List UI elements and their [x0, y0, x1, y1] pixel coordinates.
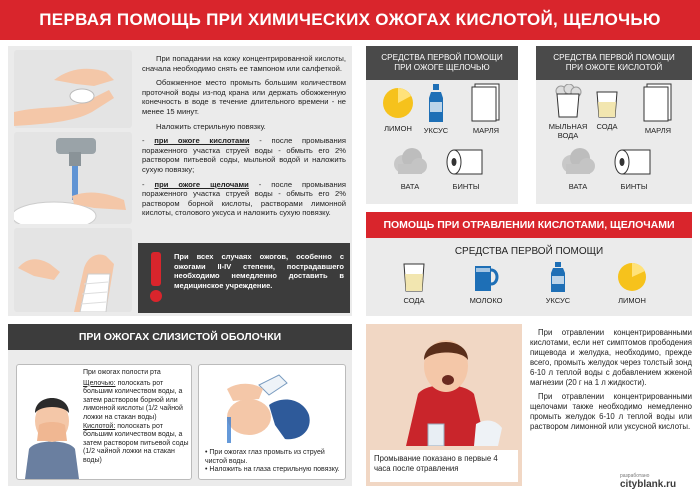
- poison-item-vinegar: [530, 262, 586, 305]
- mouth-acid-label: Кислотой:: [83, 422, 116, 430]
- poison-item-label: УКСУС: [545, 296, 571, 305]
- alkali-kit-header-line2: ПРИ ОЖОГЕ ЩЕЛОЧЬЮ: [394, 63, 490, 72]
- exclamation-icon: [146, 252, 166, 304]
- vinegar-bottle-icon: [550, 262, 566, 292]
- kit-item-label: БИНТЫ: [620, 182, 648, 191]
- poisoning-subheader: СРЕДСТВА ПЕРВОЙ ПОМОЩИ: [454, 246, 604, 257]
- hand-wipe-illustration: [14, 50, 132, 128]
- burns-step-2: Обожженное место промыть большим количеством проточной воды из-под крана или держать обожженную конечность в воде в течение длительного времени - не менее 15 минут.: [142, 78, 346, 116]
- gauze-icon: [471, 82, 501, 122]
- mouth-title: При ожогах полости рта: [83, 369, 161, 376]
- kit-item-label: БИНТЫ: [452, 182, 480, 191]
- brand-logo: [620, 474, 696, 492]
- brand-name: cityblank.ru: [620, 479, 677, 490]
- alkali-kit-header-line1: СРЕДСТВА ПЕРВОЙ ПОМОЩИ: [381, 53, 503, 62]
- alkali-poisoning-text: При отравлении концентрированными щелочами также необходимо немедленно промыть желудок 6-10 л теплой воды или раствором лимонной или уксусной кислоты.: [530, 392, 692, 431]
- poison-item-label: МОЛОКО: [469, 296, 503, 305]
- kit-item-label: ВАТА: [400, 182, 420, 191]
- mouth-acid-text: полоскать рот большим количеством воды, а затем раствором питьевой соды (1/2 чайной ложки на стакан воды): [83, 422, 189, 464]
- alkali-kit-header: [366, 46, 518, 80]
- kit-item-bandages: [438, 146, 494, 191]
- bandage-illustration: [14, 228, 132, 312]
- kit-item-soda: [582, 90, 632, 131]
- vinegar-bottle-icon: [428, 84, 444, 122]
- cotton-icon: [392, 146, 428, 178]
- acid-burn-instruction: - при ожоге кислотами - после промывания пораженного участка струей воды - обмыть его 2% раствором питьевой соды, мыльной водой и наложить сухую повязку;: [142, 136, 347, 174]
- mouth-instructions: [83, 369, 189, 466]
- lemon-icon: [616, 262, 648, 292]
- brand-small: разработано: [620, 473, 650, 479]
- burns-instructions: [142, 54, 346, 223]
- poisoning-header: ПОМОЩЬ ПРИ ОТРАВЛЕНИИ КИСЛОТАМИ, ЩЕЛОЧАМИ: [366, 212, 692, 238]
- soapy-water-icon: [554, 84, 582, 118]
- bandage-roll-icon: [612, 146, 656, 178]
- acid-kit-header-line2: ПРИ ОЖОГЕ КИСЛОТОЙ: [565, 63, 663, 72]
- soda-glass-icon: [402, 262, 426, 292]
- kit-item-bandages: [606, 146, 662, 191]
- eye-wash-illustration: [199, 365, 346, 445]
- mouth-alkali-text: полоскать рот большим количеством воды, а затем раствором борной или лимонной кислоты (1/2 чайной ложки на стакан воды): [83, 379, 183, 421]
- cotton-icon: [560, 146, 596, 178]
- mouth-card: [16, 364, 192, 480]
- alkali-burn-text: - после промывания пораженного участка струей воды - обмыть его 2% раствором борной кислоты, растворами лимонной кислоты, столового уксуса и наложить сухую повязку.: [142, 179, 346, 218]
- kit-item-label: МЫЛЬНАЯ ВОДА: [548, 122, 588, 140]
- alkali-burn-instruction: - при ожоге щелочами - после промывания пораженного участка струей воды - обмыть его 2% раствором борной кислоты, растворами лимонной кислоты, столового уксуса и наложить сухую повязку.: [142, 179, 346, 218]
- lavage-caption: Промывание показано в первые 4 часа после отравления: [370, 450, 518, 482]
- soda-glass-icon: [595, 90, 619, 118]
- kit-item-label: СОДА: [596, 122, 618, 131]
- kit-item-label: УКСУС: [423, 126, 449, 135]
- warning-text: При всех случаях ожогов, особенно с ожогами II-IV степени, пострадавшего необходимо немедленно доставить в медицинское учреждение.: [174, 252, 344, 290]
- kit-item-cotton: [550, 146, 606, 191]
- man-covering-mouth-illustration: [21, 383, 83, 479]
- mucous-header: ПРИ ОЖОГАХ СЛИЗИСТОЙ ОБОЛОЧКИ: [8, 324, 352, 350]
- mouth-alkali-label: Щелочью:: [83, 379, 116, 387]
- poison-item-milk: [458, 262, 514, 305]
- eye-instructions: [205, 449, 343, 475]
- poison-item-soda: [386, 262, 442, 305]
- poison-item-label: СОДА: [403, 296, 425, 305]
- eye-card: [198, 364, 346, 480]
- gauze-icon: [643, 82, 673, 122]
- kit-item-label: ВАТА: [568, 182, 588, 191]
- kit-item-gauze: [458, 82, 514, 135]
- kit-item-vinegar: [416, 84, 456, 135]
- acid-burn-label: при ожоге кислотами: [154, 136, 250, 146]
- kit-item-label: ЛИМОН: [384, 124, 412, 133]
- acid-poisoning-text: При отравлении концентрированными кислотами, если нет симптомов прободения пищевода и желудка, необходимо, прежде всего, промыть желудок через толстый зонд 6-10 л теплой воды с добавлением жженой магнезии (20 г на 1 л жидкости).: [530, 328, 692, 387]
- lemon-icon: [381, 86, 415, 120]
- stomach-lavage-illustration: [366, 324, 522, 486]
- poisoning-text: [530, 328, 692, 437]
- kit-item-cotton: [382, 146, 438, 191]
- kit-item-label: МАРЛЯ: [472, 126, 500, 135]
- page-title: ПЕРВАЯ ПОМОЩЬ ПРИ ХИМИЧЕСКИХ ОЖОГАХ КИСЛОТОЙ, ЩЕЛОЧЬЮ: [0, 0, 700, 40]
- faucet-illustration: [14, 132, 132, 224]
- eye-step-2: • Наложить на глаза стерильную повязку.: [205, 466, 340, 474]
- acid-kit-header-line1: СРЕДСТВА ПЕРВОЙ ПОМОЩИ: [553, 53, 675, 62]
- burns-step-3: Наложить стерильную повязку.: [156, 121, 266, 131]
- milk-jug-icon: [471, 262, 501, 292]
- kit-item-label: МАРЛЯ: [644, 126, 672, 135]
- poison-item-label: ЛИМОН: [618, 296, 646, 305]
- poison-item-lemon: [604, 262, 660, 305]
- burns-step-1: При попадании на кожу концентрированной кислоты, сначала необходимо снять ее тампоном или салфеткой.: [142, 54, 346, 73]
- acid-kit-header: [536, 46, 692, 80]
- eye-step-1: • При ожогах глаз промыть из струей чистой воды.: [205, 449, 325, 465]
- kit-item-gauze: [630, 82, 686, 135]
- acid-burn-text: - после промывания пораженного участка струей воды - обмыть его 2% раствором питьевой соды, мыльной водой и наложить сухую повязку;: [142, 136, 347, 174]
- alkali-burn-label: при ожоге щелочами: [154, 179, 249, 189]
- bandage-roll-icon: [444, 146, 488, 178]
